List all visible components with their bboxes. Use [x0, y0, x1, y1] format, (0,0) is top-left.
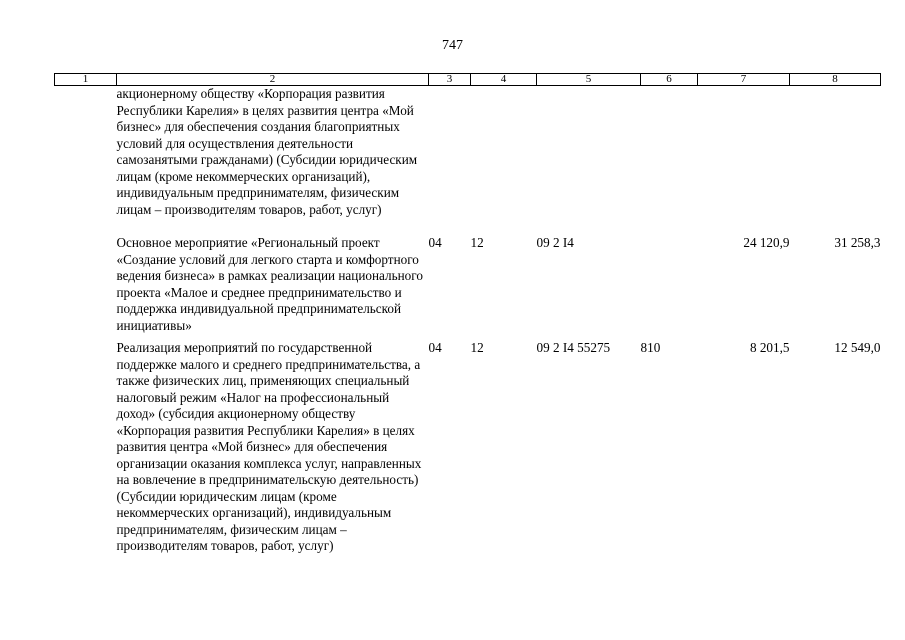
header-col-6: 6: [641, 74, 698, 86]
row-amount-1: 8 201,5: [749, 340, 790, 355]
row-section: 04: [428, 340, 442, 355]
page-number: 747: [442, 38, 463, 53]
row-expense-type: 810: [640, 340, 661, 355]
row-subsection: 12: [470, 340, 484, 355]
table-row: [55, 340, 881, 555]
row-col1: [55, 340, 117, 555]
row-col1: [55, 235, 117, 340]
budget-table: [54, 73, 881, 555]
row-expense-type: [641, 86, 698, 236]
header-col-5: 5: [537, 74, 641, 86]
row-description: Реализация мероприятий по государственной поддержке малого и среднего предпринимательства, а также физических лиц, применяющих специальный налоговый режим «Налог на профессиональный доход» (субсидия акционерному обществу «Корпорация развития Республики Карелия» в целях развития центра «Мой бизнес» для обеспечения организации оказания комплекса услуг, направленных на вовлечение в предпринимательскую деятельность) (Субсидии юридическим лицам (кроме некоммерческих организаций), индивидуальным предпринимателям, физическим лицам – производителям товаров, работ, услуг): [116, 340, 422, 553]
row-amount-2: [790, 86, 881, 236]
row-target: 09 2 I4 55275: [536, 340, 611, 355]
table-row: [55, 86, 881, 236]
table-header-row: [55, 74, 881, 86]
row-section: [429, 86, 471, 236]
row-expense-type: [641, 235, 698, 340]
row-description: Основное мероприятие «Региональный проект «Создание условий для легкого старта и комфортного ведения бизнеса» в рамках реализации национального проекта «Малое и среднее предпринимательство и поддержка индивидуальной предпринимательской инициативы»: [116, 235, 423, 333]
header-col-4: 4: [471, 74, 537, 86]
header-col-7: 7: [698, 74, 790, 86]
row-amount-2: 12 549,0: [834, 340, 881, 355]
row-section: 04: [428, 235, 442, 250]
header-col-8: 8: [790, 74, 881, 86]
row-amount-1: 24 120,9: [743, 235, 790, 250]
table-row: [55, 235, 881, 340]
row-target: 09 2 I4: [536, 235, 574, 250]
header-col-1: 1: [55, 74, 117, 86]
row-amount-1: [698, 86, 790, 236]
row-target: [537, 86, 641, 236]
row-description: акционерному обществу «Корпорация развития Республики Карелия» в целях развития центра «Мой бизнес» для обеспечения создания благоприятных условий для осуществления деятельности самозанятыми гражданами) (Субсидии юридическим лицам (кроме некоммерческих организаций), индивидуальным предпринимателям, физическим лицам – производителям товаров, работ, услуг): [116, 86, 418, 217]
row-amount-2: 31 258,3: [834, 235, 881, 250]
row-subsection: 12: [470, 235, 484, 250]
row-col1: [55, 86, 117, 236]
row-subsection: [471, 86, 537, 236]
header-col-3: 3: [429, 74, 471, 86]
header-col-2: 2: [117, 74, 429, 86]
